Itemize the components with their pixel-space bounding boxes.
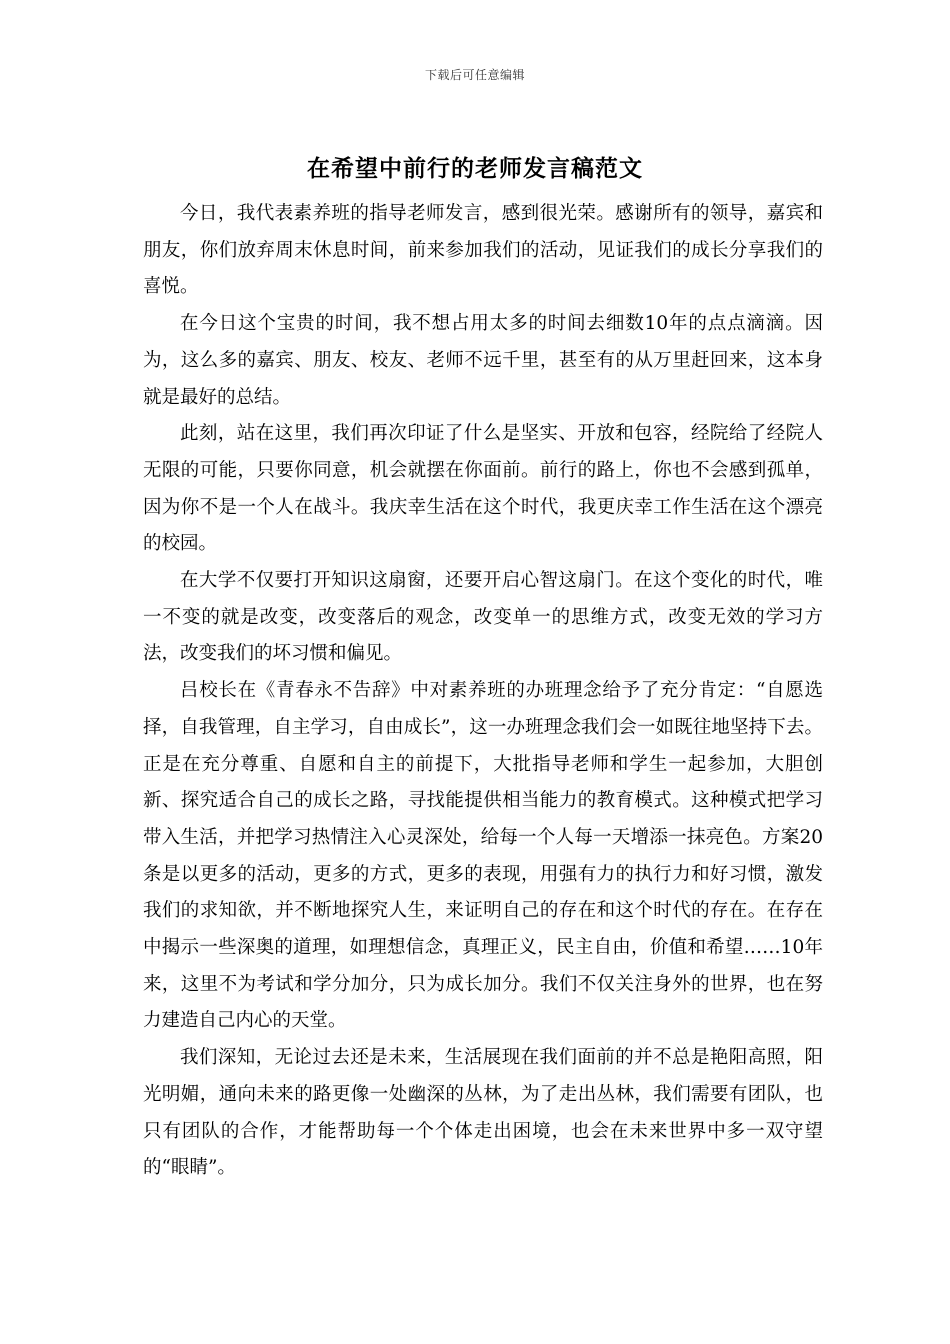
- paragraph-6: 我们深知，无论过去还是未来，生活展现在我们面前的并不总是艳阳高照，阳光明媚，通向未来的路更像一处幽深的丛林，为了走出丛林，我们需要有团队，也只有团队的合作，才能帮助每一个个体走出困境，也会在未来世界中多一双守望的“眼睛”。: [143, 1047, 823, 1179]
- paragraph-5: 吕校长在《青春永不告辞》中对素养班的办班理念给予了充分肯定：“自愿选择，自我管理，自主学习，自由成长”，这一办班理念我们会一如既往地坚持下去。正是在充分尊重、自愿和自主的前提下，大批指导老师和学生一起参加，大胆创新、探究适合自己的成长之路，寻找能提供相当能力的教育模式。这种模式把学习带入生活，并把学习热情注入心灵深处，给每一个人每一天增添一抹亮色。方案20条是以更多的活动，更多的方式，更多的表现，用强有力的执行力和好习惯，激发我们的求知欲，并不断地探究人生，来证明自己的存在和这个时代的存在。在存在中揭示一些深奥的道理，如理想信念，真理正义，民主自由，价值和希望……10年来，这里不为考试和学分加分，只为成长加分。我们不仅关注身外的世界，也在努力建造自己内心的天堂。: [143, 680, 823, 1032]
- paragraph-2: 在今日这个宝贵的时间，我不想占用太多的时间去细数10年的点点滴滴。因为，这么多的嘉宾、朋友、校友、老师不远千里，甚至有的从万里赶回来，这本身就是最好的总结。: [143, 313, 823, 408]
- paragraph-1: 今日，我代表素养班的指导老师发言，感到很光荣。感谢所有的领导，嘉宾和朋友，你们放弃周末休息时间，前来参加我们的活动，见证我们的成长分享我们的喜悦。: [143, 203, 823, 298]
- paragraph-3: 此刻，站在这里，我们再次印证了什么是坚实、开放和包容，经院给了经院人无限的可能，只要你同意，机会就摆在你面前。前行的路上，你也不会感到孤单，因为你不是一个人在战斗。我庆幸生活在这个时代，我更庆幸工作生活在这个漂亮的校园。: [143, 423, 823, 555]
- header-note: 下载后可任意编辑: [424, 68, 525, 82]
- document-title: 在希望中前行的老师发言稿范文: [307, 155, 643, 182]
- document-body: [143, 196, 823, 1187]
- paragraph-4: 在大学不仅要打开知识这扇窗，还要开启心智这扇门。在这个变化的时代，唯一不变的就是改变，改变落后的观念，改变单一的思维方式，改变无效的学习方法，改变我们的坏习惯和偏见。: [143, 570, 823, 665]
